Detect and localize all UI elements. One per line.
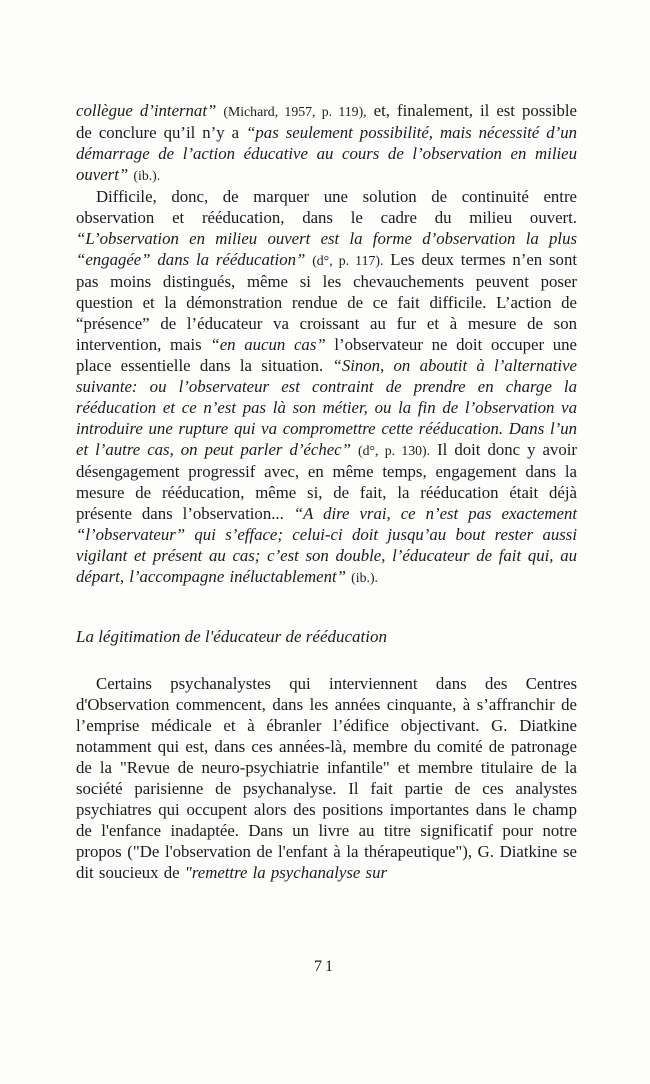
text-run-roman: l’observateur ne doit occuper une place essentielle dans la situation. <box>76 335 577 375</box>
text-run-italic: “pas seulement possibilité, mais nécessité d’un démarrage de l’action éducative au cours de l’observation en milieu ouvert” <box>76 123 577 184</box>
text-run-roman: Les deux termes n’en sont pas moins distingués, même si les chevauchements peuvent poser question et la démonstration rendue de ce fait difficile. L’action de “présence” de l’éducateur va croissant au fur et à mesure de son intervention, mais <box>76 250 577 354</box>
text-run-ref: (ib.). <box>351 570 378 585</box>
text-run-roman: Difficile, donc, de marquer une solution de continuité entre observation et rééducation, dans le cadre du milieu ouvert. <box>76 187 577 227</box>
text-block <box>76 100 577 883</box>
paragraph <box>76 673 577 883</box>
text-run-italic: “en aucun cas” <box>210 335 326 354</box>
section-heading: La légitimation de l'éducateur de rééducation <box>76 627 387 646</box>
text-run-ref: (Michard, 1957, p. 119), <box>223 104 367 119</box>
text-run-roman: et, finalement, il est possible de conclure qu’il n’y a <box>76 101 578 142</box>
text-run-ref: (d°, p. 117). <box>312 253 384 268</box>
paragraph <box>76 100 577 186</box>
text-run-ref: (d°, p. 130). <box>357 443 431 458</box>
text-run-italic: “Sinon, on aboutit à l’alternative suivante: ou l’observateur est contraint de prendre en charge la rééducation et ce n’est pas là son métier, ou la fin de l’observation va introduire une rupture qui va compromettre cette rééducation. Dans l’un et l’autre cas, on peut parler d’échec” <box>76 356 577 459</box>
text-run-italic: "remettre la psychanalyse sur <box>184 863 388 882</box>
page-number: 71 <box>314 958 336 975</box>
text-run-italic: collègue d’internat” <box>76 101 224 120</box>
text-run-italic: “L’observation en milieu ouvert est la forme d’observation la plus “engagée” dans la rééducation” <box>76 229 577 269</box>
text-run-roman: Certains psychanalystes qui interviennent dans des Centres d'Observation commencent, dans les années cinquante, à s’affranchir de l’emprise médicale et à ébranler l’édifice objectivant. G. Diatkine notamment qui est, dans ces années-là, membre du comité de patronage de la "Revue de neuro-psychiatrie infantile" et membre titulaire de la société parisienne de psychanalyse. Il fait partie de ces analystes psychiatres qui occupent alors des positions importantes dans le champ de l'enfance inadaptée. Dans un livre au titre significatif pour notre propos ("De l'observation de l'enfant à la thérapeutique"), G. Diatkine se dit soucieux de <box>76 674 577 882</box>
text-run-roman: Il doit donc y avoir désengagement progressif avec, en même temps, engagement dans la mesure de rééducation, même si, de fait, la rééducation était déjà présente dans l’observation... <box>76 440 577 523</box>
text-run-italic: “A dire vrai, ce n’est pas exactement “l’observateur” qui s’efface; celui-ci doit jusqu’au bout rester aussi vigilant et présent au cas; c’est son double, l’éducateur de fait qui, au départ, l’accompagne inéluctablement” <box>76 504 577 586</box>
text-run-ref: (ib.). <box>133 168 161 183</box>
paragraph <box>76 186 577 588</box>
